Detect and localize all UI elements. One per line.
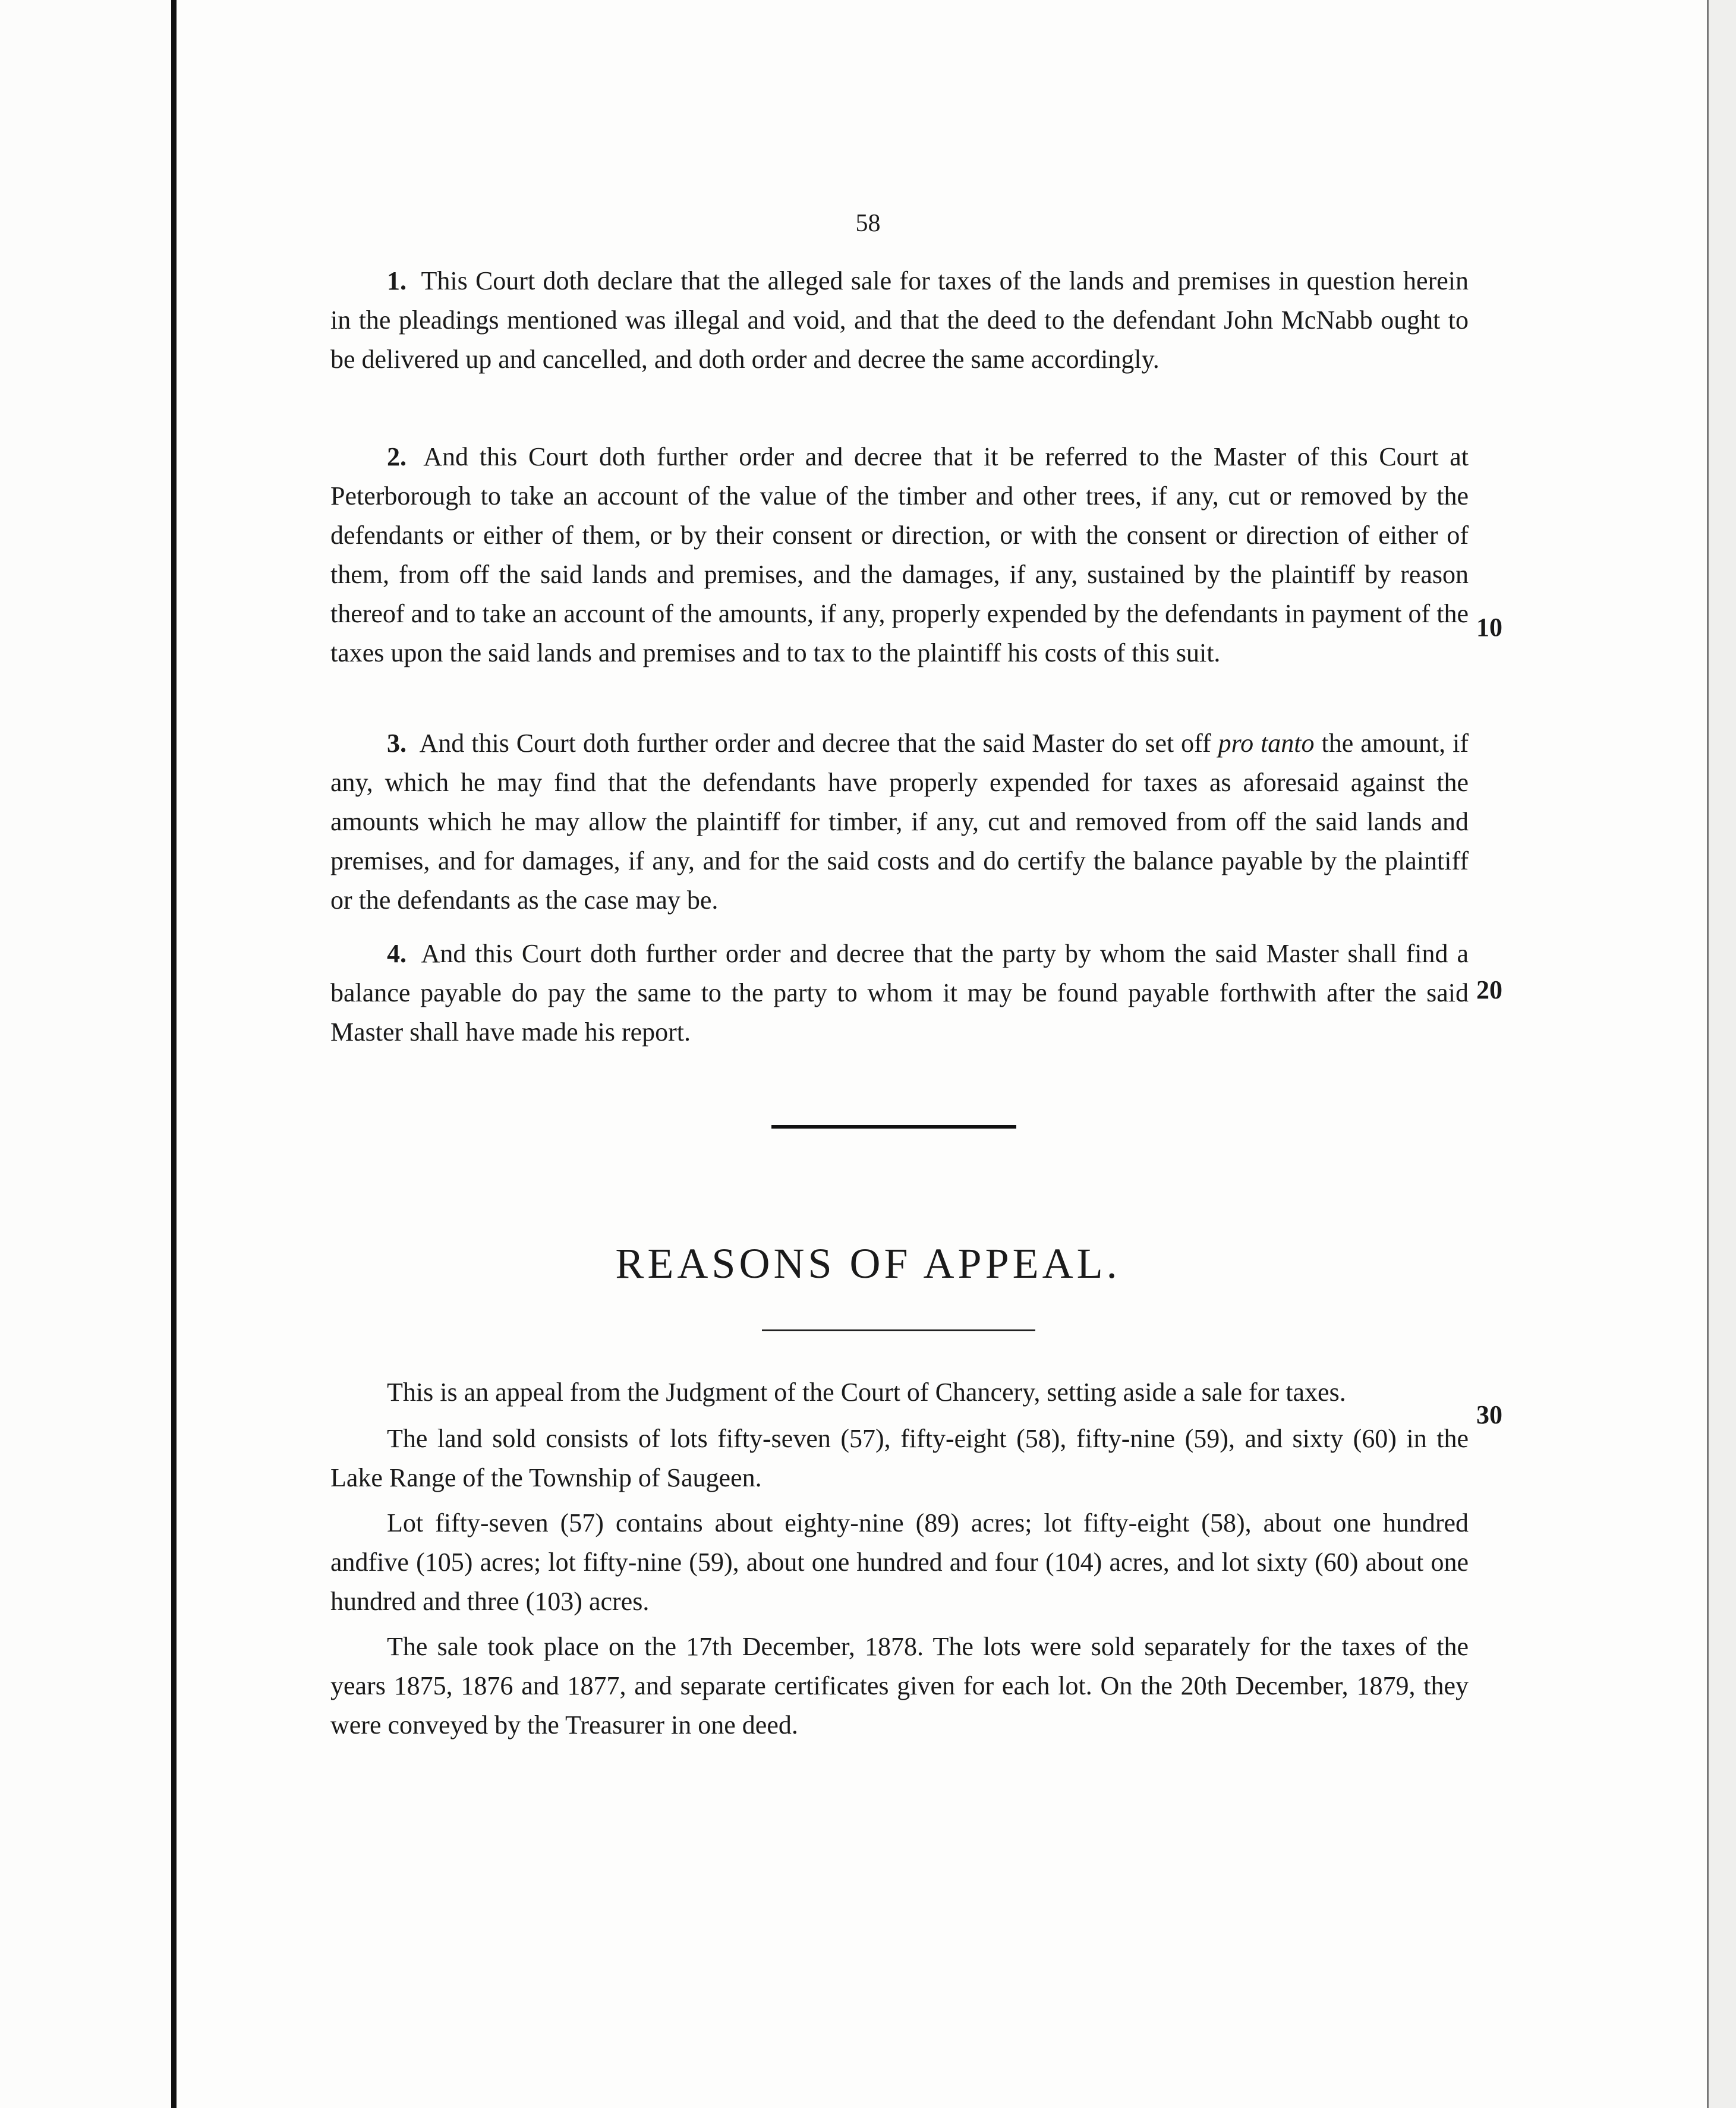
line-number-20: 20 [1476,975,1502,1004]
paragraph-text: Lot fifty-seven (57) contains about eighty-nine (89) acres; lot fifty-eight (58), about one hundred andfive (105) acres; lot fifty-nine (59), about one hundred and four (104) acres, and lot sixty (60) about one hundred and three (103) acres. [330,1508,1469,1616]
line-number-30: 30 [1476,1400,1502,1429]
section-heading: REASONS OF APPEAL. [615,1240,1121,1287]
reasons-paragraph-3 [330,1504,1469,1621]
paragraph-text: And this Court doth further order and decree that the party by whom the said Master shall find a balance payable do pay the same to the party to whom it may be found payable forthwith after the said Master shall have made his report. [330,939,1469,1047]
decree-paragraph-3 [330,724,1469,920]
page-edge [1707,0,1736,2108]
paragraph-number: 3. [387,729,407,758]
binding-edge [171,0,177,2108]
decree-paragraph-1 [330,261,1469,379]
reasons-paragraph-1 [330,1373,1469,1412]
binding-margin [0,0,171,2108]
italic-term: pro tanto [1218,729,1315,758]
paragraph-number: 4. [387,939,407,968]
reasons-paragraph-4 [330,1627,1469,1745]
paragraph-text-before: And this Court doth further order and decree that the said Master do set off [419,729,1211,758]
paragraph-text: The sale took place on the 17th December, 1878. The lots were sold separately for the taxes of the years 1875, 1876 and 1877, and separate certificates given for each lot. On the 20th December, 1879, they were conveyed by the Treasurer in one deed. [330,1632,1469,1740]
paragraph-text: This Court doth declare that the alleged sale for taxes of the lands and premises in question herein in the pleadings mentioned was illegal and void, and that the deed to the defendant John McNabb ought to be delivered up and cancelled, and doth order and decree the same accordingly. [330,266,1469,374]
heading-underline [762,1329,1035,1331]
paragraph-text: And this Court doth further order and decree that it be referred to the Master of this Court at Peterborough to take an account of the value of the timber and other trees, if any, cut or removed by the defendants or either of them, or by their consent or direction, or with the consent or direction of either of them, from off the said lands and premises, and the damages, if any, sustained by the plaintiff by reason thereof and to take an account of the amounts, if any, properly expended by the defendants in payment of the taxes upon the said lands and premises and to tax to the plaintiff his costs of this suit. [330,442,1469,667]
section-divider [771,1125,1016,1129]
line-number-10: 10 [1476,613,1502,642]
paragraph-number: 1. [387,266,407,295]
decree-paragraph-4 [330,934,1469,1052]
paragraph-text: This is an appeal from the Judgment of the Court of Chancery, setting aside a sale for taxes. [387,1378,1346,1407]
paragraph-text: The land sold consists of lots fifty-seven (57), fifty-eight (58), fifty-nine (59), and sixty (60) in the Lake Range of the Township of Saugeen. [330,1424,1469,1492]
paragraph-number: 2. [387,442,407,471]
decree-paragraph-2 [330,437,1469,673]
page-number: 58 [855,210,881,237]
reasons-paragraph-2 [330,1419,1469,1498]
paragraph-text-after: the amount, if any, which he may find that the defendants have properly expended for taxes as aforesaid against the amounts which he may allow the plaintiff for timber, if any, cut and removed from off the said lands and premises, and for damages, if any, and for the said costs and do certify the balance payable by the plaintiff or the defendants as the case may be. [330,729,1469,915]
